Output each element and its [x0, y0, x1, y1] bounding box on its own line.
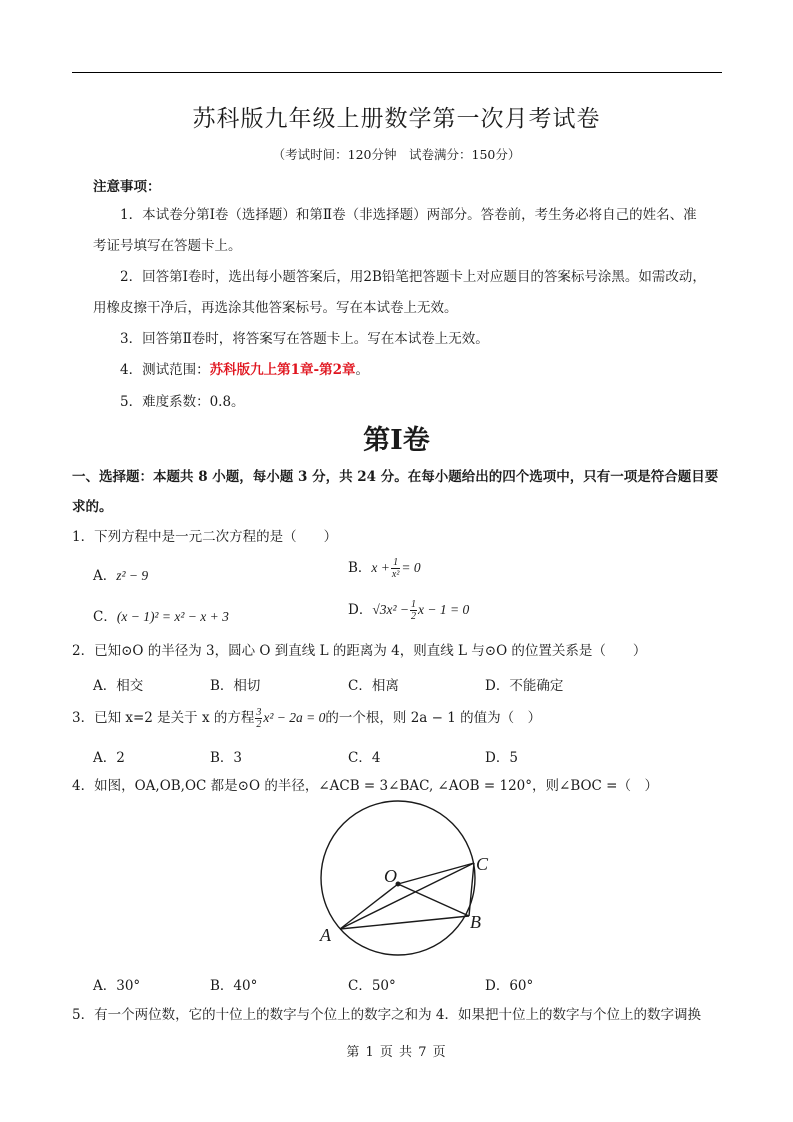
q5-stem: 5．有一个两位数，它的十位上的数字与个位上的数字之和为 4．如果把十位上的数字与个位上的数字调换 [72, 1007, 701, 1023]
segment-ac [340, 863, 474, 929]
q1-a-expr: z² − 9 [116, 568, 149, 583]
section-1-line-1: 一、选择题：本题共 8 小题，每小题 3 分，共 24 分。在每小题给出的四个选项中，只有一项是符合题目要 [72, 469, 719, 485]
q2-option-d: D．不能确定 [485, 678, 564, 694]
note-4-prefix: 4．测试范围： [120, 362, 210, 378]
note-4-suffix: 。 [355, 362, 369, 378]
q1-b-label: B． [348, 560, 372, 576]
q1-option-b [348, 556, 421, 580]
q1-d-num: 1 [411, 599, 417, 610]
q1-a-label: A． [93, 568, 117, 584]
q3-num: 3 [256, 707, 262, 718]
label-c: C [476, 854, 489, 874]
q2-option-a: A．相交 [93, 678, 144, 694]
q1-d-lead: √3x² − [372, 602, 410, 617]
q3-option-a: A．2 [93, 750, 125, 766]
q1-d-label: D． [348, 602, 373, 618]
q3-option-d: D．5 [485, 750, 518, 766]
q1-b-num: 1 [391, 557, 400, 569]
q2-option-c: C．相离 [348, 678, 399, 694]
q1-stem: 1．下列方程中是一元二次方程的是（ ） [72, 529, 338, 545]
q4-circle-figure [300, 800, 510, 960]
q2-stem: 2．已知⊙O 的半径为 3，圆心 O 到直线 L 的距离为 4，则直线 L 与⊙O 的位置关系是（ ） [72, 643, 647, 659]
header-rule [72, 72, 722, 73]
note-3: 3．回答第Ⅱ卷时，将答案写在答题卡上。写在本试卷上无效。 [120, 331, 489, 347]
q3-fraction [255, 707, 262, 730]
label-o: O [384, 866, 397, 886]
q3-equation: x² − 2a = 0 [263, 710, 326, 725]
label-b: B [470, 912, 481, 932]
q1-b-fraction [391, 557, 400, 580]
segment-bc [469, 863, 474, 916]
q1-option-c [93, 605, 229, 625]
q4-option-d: D．60° [485, 978, 534, 994]
q1-c-expr: (x − 1)² = x² − x + 3 [116, 609, 229, 624]
q3-stem [72, 707, 541, 730]
q4-option-a: A．30° [93, 978, 141, 994]
page-footer: 第 1 页 共 7 页 [346, 1045, 447, 1060]
note-1-line-2: 考证号填写在答题卡上。 [93, 238, 242, 254]
q1-b-tail: = 0 [401, 560, 421, 575]
q3-stem-prefix: 3．已知 x=2 是关于 x 的方程 [72, 710, 255, 726]
segment-ab [340, 916, 469, 929]
circle-o [321, 801, 475, 955]
label-a: A [320, 925, 331, 945]
q1-c-label: C． [93, 609, 117, 625]
segment-oc [398, 863, 474, 884]
exam-info: （考试时间：120分钟 试卷满分：150分） [272, 147, 521, 162]
q1-b-den: x² [391, 569, 400, 580]
q2-option-b: B．相切 [210, 678, 261, 694]
note-2-line-2: 用橡皮擦干净后，再选涂其他答案标号。写在本试卷上无效。 [93, 300, 458, 316]
q3-option-b: B．3 [210, 750, 243, 766]
note-1-line-1: 1．本试卷分第Ⅰ卷（选择题）和第Ⅱ卷（非选择题）两部分。答卷前，考生务必将自己的姓名、准 [120, 207, 697, 223]
q4-option-c: C．50° [348, 978, 396, 994]
q1-b-lead: x + [371, 560, 390, 575]
part-title: 第Ⅰ卷 [363, 425, 430, 456]
q3-stem-suffix: 的一个根，则 2a − 1 的值为（ ） [325, 710, 542, 726]
notes-heading: 注意事项： [93, 179, 161, 195]
q1-option-d [348, 598, 469, 622]
note-5: 5．难度系数：0.8。 [120, 394, 245, 410]
test-range: 苏科版九上第1章-第2章 [209, 362, 356, 378]
q1-d-tail: x − 1 = 0 [418, 602, 470, 617]
q3-option-c: C．4 [348, 750, 381, 766]
q1-option-a [93, 564, 148, 584]
segment-ob [398, 884, 469, 916]
segment-oa [340, 884, 398, 929]
page-title: 苏科版九年级上册数学第一次月考试卷 [192, 106, 601, 132]
note-4 [120, 360, 369, 380]
q4-option-b: B．40° [210, 978, 258, 994]
q1-d-fraction [410, 599, 417, 622]
q1-d-den: 2 [411, 611, 417, 622]
q3-den: 2 [256, 719, 262, 730]
q4-stem: 4．如图，OA,OB,OC 都是⊙O 的半径，∠ACB = 3∠BAC, ∠AOB = 120°，则∠BOC =（ ） [72, 778, 658, 794]
section-1-line-2: 求的。 [72, 499, 113, 515]
note-2-line-1: 2．回答第Ⅰ卷时，选出每小题答案后，用2B铅笔把答题卡上对应题目的答案标号涂黑。如需改动， [120, 269, 706, 285]
